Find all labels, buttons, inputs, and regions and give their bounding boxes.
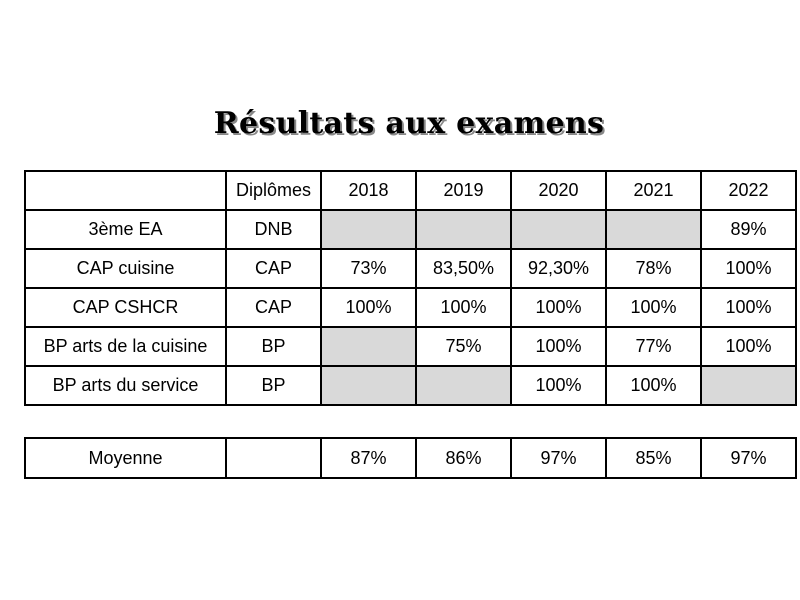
result-cell: 78% (606, 249, 701, 288)
result-cell: 100% (701, 249, 796, 288)
empty-cell (321, 210, 416, 249)
average-label: Moyenne (25, 438, 226, 478)
formation-name: CAP CSHCR (25, 288, 226, 327)
formation-name: BP arts de la cuisine (25, 327, 226, 366)
header-year: 2018 (321, 171, 416, 210)
result-cell: 73% (321, 249, 416, 288)
result-cell: 83,50% (416, 249, 511, 288)
result-cell: 75% (416, 327, 511, 366)
average-row (25, 438, 796, 478)
diplome-cell: BP (226, 327, 321, 366)
table-row (25, 210, 796, 249)
result-cell: 100% (701, 288, 796, 327)
formation-name: 3ème EA (25, 210, 226, 249)
diplome-cell: DNB (226, 210, 321, 249)
header-year: 2022 (701, 171, 796, 210)
result-cell: 100% (511, 366, 606, 405)
average-cell: 85% (606, 438, 701, 478)
empty-cell (416, 210, 511, 249)
empty-cell (321, 327, 416, 366)
header-diplomes: Diplômes (226, 171, 321, 210)
page-title: Résultats aux examens (213, 106, 605, 141)
header-year: 2021 (606, 171, 701, 210)
table-row (25, 249, 796, 288)
diplome-cell: CAP (226, 288, 321, 327)
result-cell: 100% (701, 327, 796, 366)
table-header-row (25, 171, 796, 210)
result-cell: 100% (606, 288, 701, 327)
result-cell: 100% (511, 327, 606, 366)
average-cell: 86% (416, 438, 511, 478)
result-cell: 89% (701, 210, 796, 249)
result-cell: 100% (606, 366, 701, 405)
average-diplome-cell (226, 438, 321, 478)
average-cell: 97% (701, 438, 796, 478)
header-blank-cell (25, 171, 226, 210)
empty-cell (321, 366, 416, 405)
average-cell: 97% (511, 438, 606, 478)
average-cell: 87% (321, 438, 416, 478)
result-cell: 100% (416, 288, 511, 327)
empty-cell (511, 210, 606, 249)
table-row (25, 366, 796, 405)
table-row (25, 288, 796, 327)
results-table (24, 170, 797, 406)
diplome-cell: BP (226, 366, 321, 405)
empty-cell (701, 366, 796, 405)
header-year: 2020 (511, 171, 606, 210)
formation-name: CAP cuisine (25, 249, 226, 288)
formation-name: BP arts du service (25, 366, 226, 405)
result-cell: 100% (511, 288, 606, 327)
empty-cell (606, 210, 701, 249)
result-cell: 100% (321, 288, 416, 327)
average-table (24, 437, 797, 479)
result-cell: 77% (606, 327, 701, 366)
empty-cell (416, 366, 511, 405)
table-row (25, 327, 796, 366)
result-cell: 92,30% (511, 249, 606, 288)
diplome-cell: CAP (226, 249, 321, 288)
header-year: 2019 (416, 171, 511, 210)
